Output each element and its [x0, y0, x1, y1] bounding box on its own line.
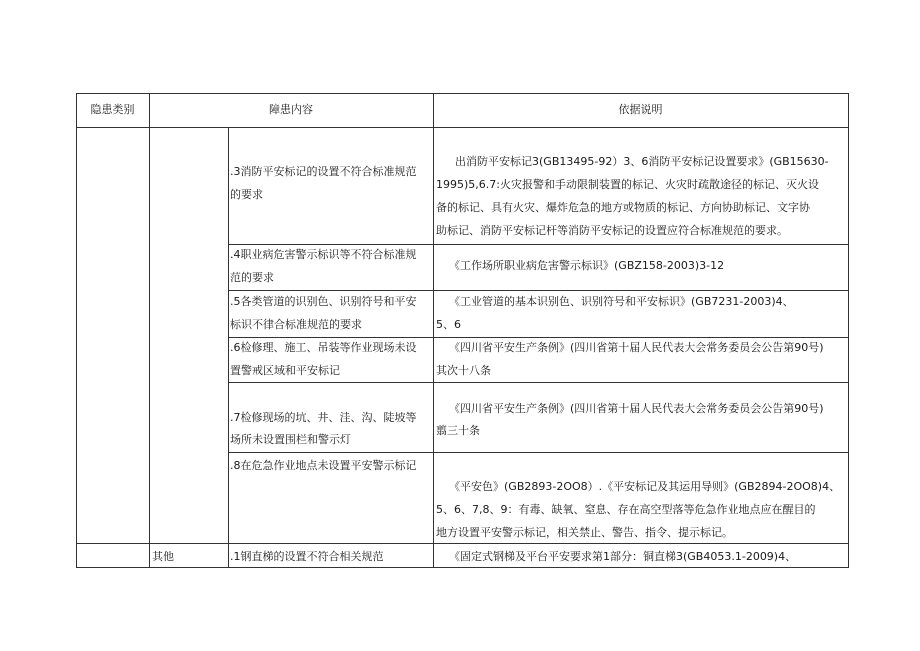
header-basis: 依据说明 — [618, 103, 663, 116]
row-content: .8在危急作业地点未设置平安警示标记 — [230, 459, 417, 472]
table-border-left — [76, 93, 77, 568]
row-basis: 其次十八条 — [436, 364, 491, 377]
row-basis: 翦三十条 — [436, 424, 480, 437]
row-basis: 地方设置平安警示标记，相关禁止、警告、指令、提示标记。 — [436, 526, 733, 539]
table-divider-subcategory — [228, 127, 229, 568]
row-content: 的要求 — [230, 188, 263, 201]
row-basis: 助标记、消防平安标记杆等消防平安标记的设置应符合标准规范的要求。 — [436, 224, 788, 237]
row-basis: 《工作场所职业病危害警示标识》(GBZ158-2003)3-12 — [449, 259, 725, 272]
row-basis: 《四川省平安生产条例》(四川省第十届人民代表大会常务委员会公告第90号) — [449, 402, 824, 415]
row-content: .3消防平安标记的设置不符合标准规范 — [230, 165, 417, 178]
table-border-right — [848, 93, 849, 568]
row-basis: 备的标记、具有火灾、爆炸危急的地方或物质的标记、方向协助标记、文字协 — [436, 201, 810, 214]
row-basis: 1995)5,6.7:火灾报警和手动限制装置的标记、火灾时疏散途径的标记、灭火设 — [436, 178, 819, 191]
row-content: .6检修理、施工、吊装等作业现场未设 — [230, 341, 417, 354]
row-basis: 《工业管道的基本识别色、识别符号和平安标识》(GB7231-2003)4、 — [449, 295, 794, 308]
row-basis: 《平安色》(GB2893-2OO8）.《平安标记及其运用导则》(GB2894-2OO8)4、 — [449, 480, 841, 493]
row-basis: 《固定式钢梯及平台平安要求第1部分：铜直梯3(GB4053.1-2009)4、 — [449, 550, 797, 563]
row-content: .4职业病危害警示标识等不符合标准规 — [230, 248, 417, 261]
row-content: 场所未设置围栏和警示灯 — [230, 433, 351, 446]
table-divider-category — [149, 93, 150, 568]
row-rule — [228, 382, 849, 383]
row-content: .5各类管道的识别色、识别符号和平安 — [230, 295, 417, 308]
row-content: 标识不律合标准规范的要求 — [230, 318, 362, 331]
header-content: 障患内容 — [269, 103, 313, 116]
row-content: .7检修现场的坑、井、洼、沟、陡坡等 — [230, 411, 417, 424]
row-basis: 出消防平安标记3(GB13495-92）3、6消防平安标记设置要求》(GB15630- — [455, 155, 829, 168]
row-rule — [228, 452, 849, 453]
row-basis: 5、6 — [436, 318, 461, 331]
row-category: 其他 — [152, 550, 174, 563]
row-basis: 5、6、7,8、9：有毒、缺氧、窒息、存在高空型落等危急作业地点应在醒目的 — [436, 503, 816, 516]
table-divider-content — [433, 93, 434, 568]
table-border-top — [76, 93, 849, 94]
row-content: 范的要求 — [230, 271, 274, 284]
row-content: 置警戒区域和平安标记 — [230, 364, 340, 377]
row-basis: 《四川省平安生产条例》(四川省第十届人民代表大会常务委员会公告第90号) — [449, 341, 824, 354]
header-category: 隐患类别 — [90, 103, 135, 116]
row-content: .1钢直梯的设置不符合相关规范 — [230, 550, 384, 563]
header-bottom-rule — [76, 127, 849, 128]
